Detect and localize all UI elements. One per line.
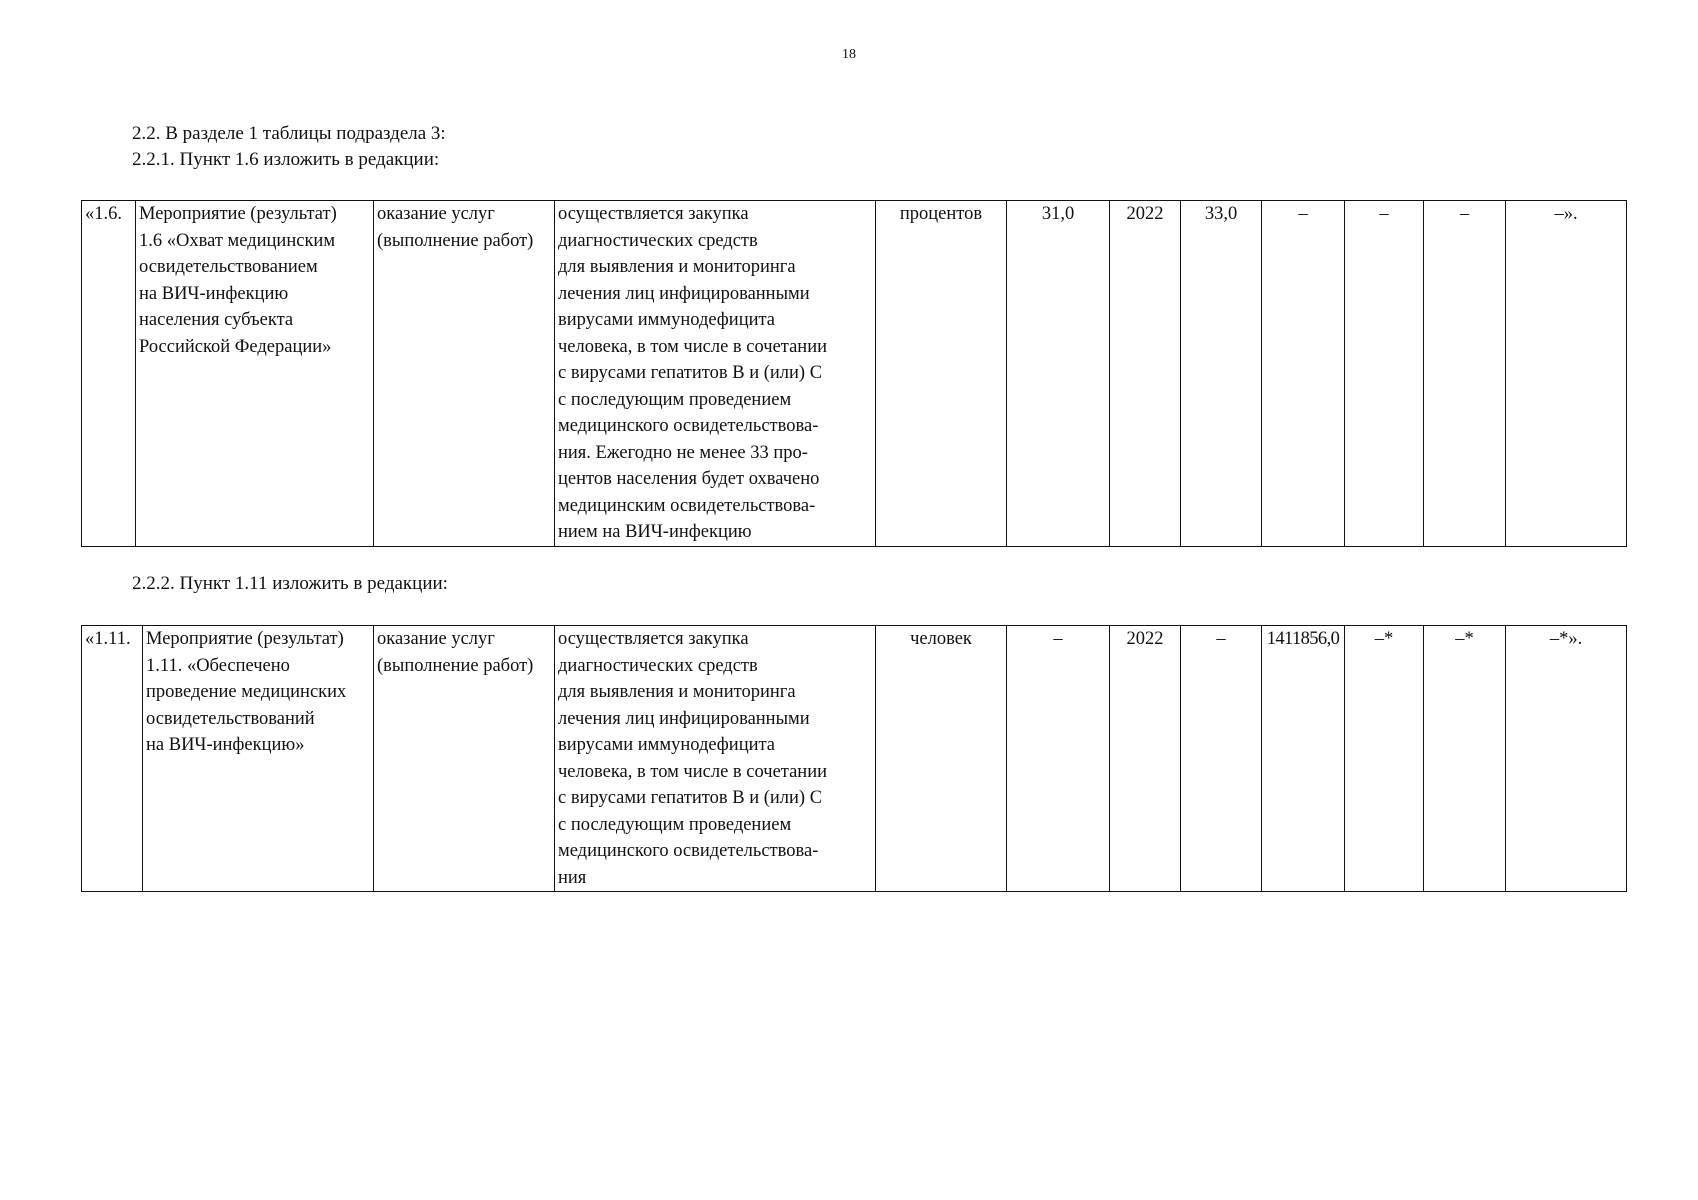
- item-description-line: ния. Ежегодно не менее 33 про-: [558, 442, 808, 463]
- value-cell: –: [1424, 201, 1506, 547]
- item-name: [143, 626, 374, 892]
- page-number: 18: [842, 47, 856, 62]
- amendment-table-1-11: [81, 625, 1627, 892]
- value-cell: –: [1181, 626, 1262, 892]
- item-description-line: центов населения будет охвачено: [558, 469, 820, 489]
- paragraph-item-1-6-intro: 2.2.1. Пункт 1.6 изложить в редакции:: [132, 149, 440, 170]
- value-cell: –: [1345, 201, 1424, 547]
- item-type-line: (выполнение работ): [377, 230, 534, 251]
- base-year-cell: 2022: [1110, 626, 1181, 892]
- item-description-line: ния: [558, 867, 587, 888]
- item-name-line: 1.6 «Охват медицинским: [139, 230, 336, 251]
- item-description-line: вирусами иммунодефицита: [558, 735, 776, 755]
- item-name: [136, 201, 374, 547]
- item-description-line: медицинского освидетельствова-: [558, 841, 819, 861]
- item-description-line: с вирусами гепатитов B и (или) C: [558, 788, 823, 808]
- paragraph-item-1-11-intro: 2.2.2. Пункт 1.11 изложить в редакции:: [132, 573, 448, 594]
- unit-cell: процентов: [876, 201, 1007, 547]
- item-name-line: освидетельствований: [146, 708, 315, 729]
- value-cell: 1411856,0: [1262, 626, 1345, 892]
- amendment-table-1-6: [81, 200, 1627, 547]
- item-type: [374, 201, 555, 547]
- item-description-line: лечения лиц инфицированными: [558, 283, 810, 304]
- paragraph-section-intro: 2.2. В разделе 1 таблицы подраздела 3:: [132, 123, 446, 144]
- item-description-line: вирусами иммунодефицита: [558, 310, 776, 330]
- item-description-line: человека, в том числе в сочетании: [558, 336, 827, 357]
- value-cell: –: [1262, 201, 1345, 547]
- item-description: [555, 626, 876, 892]
- table-row: [82, 626, 1627, 892]
- base-value-cell: –: [1007, 626, 1110, 892]
- item-name-line: проведение медицинских: [146, 682, 347, 702]
- item-number: «1.6.: [82, 201, 136, 547]
- item-description-line: медицинским освидетельствова-: [558, 495, 816, 516]
- item-name-line: Российской Федерации»: [139, 336, 332, 357]
- value-cell: –*: [1424, 626, 1506, 892]
- value-cell: 33,0: [1181, 201, 1262, 547]
- item-name-line: 1.11. «Обеспечено: [146, 655, 290, 676]
- item-name-line: населения субъекта: [139, 310, 294, 330]
- item-description-line: диагностических средств: [558, 655, 758, 676]
- item-description-line: человека, в том числе в сочетании: [558, 761, 827, 782]
- item-name-line: Мероприятие (результат): [146, 629, 344, 649]
- item-type-line: оказание услуг: [377, 204, 495, 224]
- item-name-line: на ВИЧ-инфекцию»: [146, 735, 305, 755]
- item-description-line: для выявления и мониторинга: [558, 257, 796, 277]
- item-type-line: (выполнение работ): [377, 655, 534, 676]
- value-cell: –*».: [1506, 626, 1627, 892]
- item-description-line: осуществляется закупка: [558, 204, 749, 224]
- item-name-line: на ВИЧ-инфекцию: [139, 283, 289, 304]
- item-description-line: с последующим проведением: [558, 389, 792, 410]
- item-description-line: медицинского освидетельствова-: [558, 416, 819, 436]
- item-description-line: нием на ВИЧ-инфекцию: [558, 522, 752, 542]
- value-cell: –*: [1345, 626, 1424, 892]
- item-description-line: с вирусами гепатитов B и (или) C: [558, 363, 823, 383]
- item-number: «1.11.: [82, 626, 143, 892]
- item-description: [555, 201, 876, 547]
- value-cell: –».: [1506, 201, 1627, 547]
- base-value-cell: 31,0: [1007, 201, 1110, 547]
- item-description-line: с последующим проведением: [558, 814, 792, 835]
- item-name-line: Мероприятие (результат): [139, 204, 337, 224]
- item-description-line: для выявления и мониторинга: [558, 682, 796, 702]
- item-description-line: осуществляется закупка: [558, 629, 749, 649]
- item-name-line: освидетельствованием: [139, 257, 318, 277]
- item-description-line: лечения лиц инфицированными: [558, 708, 810, 729]
- base-year-cell: 2022: [1110, 201, 1181, 547]
- item-description-line: диагностических средств: [558, 230, 758, 251]
- unit-cell: человек: [876, 626, 1007, 892]
- item-type-line: оказание услуг: [377, 629, 495, 649]
- item-type: [374, 626, 555, 892]
- table-row: [82, 201, 1627, 547]
